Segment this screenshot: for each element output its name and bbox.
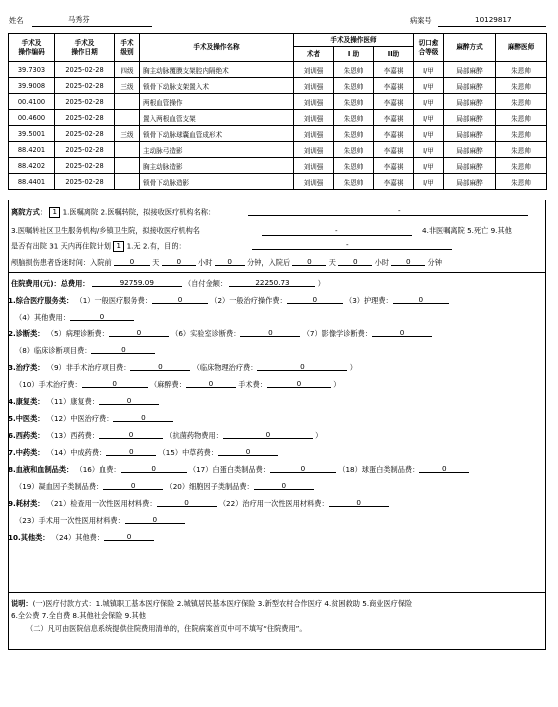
assistant-2: 李嘉祺 [374,174,414,190]
wound-grade: I/甲 [414,174,444,190]
item-11-value: 0 [99,397,159,405]
surgeon: 刘训强 [294,110,334,126]
op-level: 四级 [115,62,140,78]
header-code: 手术及 操作编码 [9,34,55,62]
item-9-label: （9）非手术治疗项目费： [46,363,131,372]
op-name: 胸主动脉覆膜支架腔内隔绝术 [140,62,294,78]
community-hospital-value: - [335,226,338,235]
cost-row-2b [15,346,155,354]
header-level: 手术 级别 [115,34,140,62]
record-number: 10129817 [475,15,512,24]
wound-grade: I/甲 [414,158,444,174]
category-5-title: 5.中医类： [8,414,45,423]
category-2-title: 2.诊断类： [8,329,45,338]
item-13-value: 0 [99,431,163,439]
cost-title: 住院费用(元)：总费用： [11,279,90,288]
op-date: 2025-02-28 [55,126,115,142]
item-15-value: 0 [218,448,278,456]
item-13-label: （13）西药费： [46,431,100,440]
op-code: 00.4600 [9,110,55,126]
patient-name: 马秀芬 [68,15,90,24]
cost-row-8b [15,482,314,490]
coma-label: 颅脑损伤患者昏迷时间：入院前 [11,258,112,267]
anesthetist: 朱恩帅 [496,110,547,126]
item-23-label: （23）手术用一次性医用材料费： [15,516,125,525]
item-14-value: 0 [106,448,156,456]
op-date: 2025-02-28 [55,94,115,110]
wound-grade: I/甲 [414,126,444,142]
item-4-label: （4）其他费用： [15,313,70,322]
assistant-2: 李嘉祺 [374,142,414,158]
surgeon: 刘训强 [294,126,334,142]
anesthesia-method: 局部麻醉 [444,110,496,126]
op-code: 39.9008 [9,78,55,94]
item-7-value: 0 [372,329,432,337]
notes-line-3: （二）凡可由医院信息系统提供住院费用清单的，住院病案首页中可不填写“住院费用”。 [26,624,307,633]
item-2-value: 0 [287,296,343,304]
item-19-label: （19）凝血因子类制品费： [15,482,104,491]
close-paren: ） [315,431,323,440]
cost-row-8 [8,465,469,473]
header-anesthetist: 麻醉医师 [496,34,547,62]
op-name: 锁骨下动脉球囊血管成形术 [140,126,294,142]
anesthesia-method: 局部麻醉 [444,94,496,110]
coma-after-hours: 0 [338,258,372,266]
discharge-value: 1 [49,207,60,218]
cost-row-1b [15,313,134,321]
coma-before-minutes: 0 [215,258,245,266]
form-frame [8,200,546,650]
op-name: 锁骨下动脉造影 [140,174,294,190]
surgeon: 刘训强 [294,158,334,174]
assistant-2: 李嘉祺 [374,62,414,78]
assistant-2: 李嘉祺 [374,126,414,142]
table-row [9,158,547,174]
assistant-1: 朱恩帅 [334,78,374,94]
item-2-label: （2）一般治疗操作费： [210,296,287,305]
anesthetist: 朱恩帅 [496,78,547,94]
close-paren: ） [333,380,341,389]
category-8-title: 8.血液和血制品类： [8,465,74,474]
op-code: 39.7303 [9,62,55,78]
close-paren: ） [349,363,357,372]
op-date: 2025-02-28 [55,158,115,174]
item-10-label: （10）手术治疗费： [15,380,82,389]
cost-row-1 [8,296,449,304]
item-18-value: 0 [419,465,469,473]
op-name: 主动脉弓造影 [140,142,294,158]
item-5-value: 0 [109,329,169,337]
category-4-title: 4.康复类： [8,397,45,406]
item-7-label: （7）影像学诊断费： [302,329,372,338]
cost-row-6 [8,431,322,439]
wound-grade: I/甲 [414,142,444,158]
header-date: 手术及 操作日期 [55,34,115,62]
op-date: 2025-02-28 [55,174,115,190]
anesthesia-method: 局部麻醉 [444,126,496,142]
coma-before-hours: 0 [162,258,196,266]
notes-line-1 [11,600,412,607]
assistant-2: 李嘉祺 [374,110,414,126]
category-1-title: 1.综合医疗服务类： [8,296,74,305]
cost-row-9b [15,516,185,524]
op-code: 39.5001 [9,126,55,142]
item-10-value: 0 [82,380,148,388]
assistant-2: 李嘉祺 [374,158,414,174]
assistant-2: 李嘉祺 [374,78,414,94]
header-wound: 切口愈 合等级 [414,34,444,62]
op-date: 2025-02-28 [55,142,115,158]
op-name: 锁骨下动脉支架置入术 [140,78,294,94]
cost-row-9 [8,499,389,507]
item-12-label: （12）中医治疗费： [46,414,114,423]
unit-minute: 分钟 [247,258,262,267]
item-17-value: 0 [270,465,336,473]
anesthesia-method: 局部麻醉 [444,158,496,174]
op-name: 两根血管操作 [140,94,294,110]
table-row [9,78,547,94]
item-5-label: （5）病理诊断费： [46,329,109,338]
item-22-label: （22）治疗用一次性医用材料费： [218,499,329,508]
close-paren: ） [317,279,325,288]
item-16-label: （16）血费： [75,465,121,474]
cost-row-3b [15,380,340,388]
self-pay-value: 22250.73 [229,279,315,287]
unit-day: 天 [152,258,160,267]
item-8-value: 0 [91,346,155,354]
discharge-row: 离院方式： 1 1.医嘱离院 2.医嘱转院，拟接收医疗机构名称： [11,207,216,217]
anesthetist: 朱恩帅 [496,126,547,142]
item-3-value: 0 [393,296,449,304]
item-10b-label: （麻醉费： [149,380,186,389]
cost-total-row [11,279,325,287]
op-date: 2025-02-28 [55,78,115,94]
item-4-value: 0 [70,313,134,321]
self-pay-label: （自付金额： [184,279,228,288]
unit-hour: 小时 [374,258,389,267]
anesthesia-method: 局部麻醉 [444,78,496,94]
wound-grade: I/甲 [414,94,444,110]
op-date: 2025-02-28 [55,62,115,78]
op-level: 三级 [115,126,140,142]
item-1-label: （1）一般医疗服务费： [75,296,152,305]
readmit-row [11,241,186,252]
surgeon: 刘训强 [294,94,334,110]
coma-before-days: 0 [114,258,150,266]
item-15-label: （15）中草药费： [158,448,219,457]
notes-line-2: 6.全公费 7.全自费 8.其他社会保险 9.其他 [11,611,146,620]
wound-grade: I/甲 [414,78,444,94]
unit-day: 天 [328,258,336,267]
op-code: 00.4100 [9,94,55,110]
discharge-label: 离院方式 [11,207,40,217]
item-14-label: （14）中成药费： [46,448,107,457]
item-1-value: 0 [152,296,208,304]
assistant-1: 朱恩帅 [334,174,374,190]
cost-row-3 [8,363,357,371]
assistant-1: 朱恩帅 [334,142,374,158]
assistant-2: 李嘉祺 [374,94,414,110]
item-13b-value: 0 [223,431,313,439]
notes-payment-methods: (一)医疗付款方式：1.城镇职工基本医疗保险 2.城镇居民基本医疗保险 3.新型农村合作医疗 4.贫困救助 5.商业医疗保险 [32,599,413,608]
item-13b-label: （抗菌药物费用： [165,431,223,440]
cost-total: 92759.09 [92,279,182,287]
op-level [115,142,140,158]
item-21-label: （21）检查用一次性医用材料费： [46,499,157,508]
coma-row [11,258,442,266]
header-assist1: I 助 [334,47,374,62]
table-row [9,142,547,158]
op-level [115,158,140,174]
item-9b-value: 0 [257,363,347,371]
header-assist2: II助 [374,47,414,62]
item-3-label: （3）护理费： [345,296,393,305]
op-level: 三级 [115,78,140,94]
anesthetist: 朱恩帅 [496,158,547,174]
anesthesia-method: 局部麻醉 [444,142,496,158]
cost-row-7 [8,448,278,456]
discharge-options-3: 4.非医嘱离院 5.死亡 9.其他 [422,226,512,235]
op-level [115,110,140,126]
op-name: 置入两根血管支架 [140,110,294,126]
header-surgeon: 术者 [294,47,334,62]
surgeon: 刘训强 [294,174,334,190]
item-18-label: （18）球蛋白类制品费： [338,465,420,474]
notes-label: 说明： [11,599,33,608]
coma-after-days: 0 [292,258,326,266]
op-level [115,174,140,190]
record-number-label: 病案号 [410,16,432,25]
assistant-1: 朱恩帅 [334,158,374,174]
anesthetist: 朱恩帅 [496,174,547,190]
item-11-label: （11）康复费： [46,397,100,406]
surgeon: 刘训强 [294,78,334,94]
procedure-table [8,33,547,190]
unit-hour: 小时 [198,258,213,267]
op-code: 88.4401 [9,174,55,190]
transfer-hospital-value: - [398,206,401,215]
name-label: 姓名 [9,16,24,25]
coma-after-label: ，入院后 [261,258,291,267]
anesthesia-method: 局部麻醉 [444,174,496,190]
wound-grade: I/甲 [414,110,444,126]
table-row [9,174,547,190]
readmit-goal: - [346,240,349,249]
cost-row-4 [8,397,159,405]
coma-after-minutes: 0 [391,258,425,266]
item-22-value: 0 [329,499,389,507]
item-23-value: 0 [125,516,185,524]
assistant-1: 朱恩帅 [334,126,374,142]
readmit-options: 1.无 2.有，目的： [126,241,186,251]
cost-row-5 [8,414,173,422]
op-code: 88.4201 [9,142,55,158]
header-name: 手术及操作名称 [140,34,294,62]
anesthetist: 朱恩帅 [496,62,547,78]
wound-grade: I/甲 [414,62,444,78]
item-17-label: （17）白蛋白类制品费： [188,465,270,474]
item-8-label: （8）临床诊断项目费： [15,346,92,355]
table-row [9,110,547,126]
table-row [9,126,547,142]
category-3-title: 3.治疗类： [8,363,45,372]
op-name: 胸主动脉造影 [140,158,294,174]
item-10c-value: 0 [267,380,331,388]
item-9b-label: （临床物理治疗费： [192,363,258,372]
item-12-value: 0 [113,414,173,422]
surgeon: 刘训强 [294,62,334,78]
assistant-1: 朱恩帅 [334,110,374,126]
unit-minute: 分钟 [427,258,442,267]
header-anesthesia: 麻醉方式 [444,34,496,62]
item-10b-value: 0 [186,380,236,388]
item-20-label: （20）细胞因子类制品费： [165,482,254,491]
category-9-title: 9.耗材类： [8,499,45,508]
assistant-1: 朱恩帅 [334,94,374,110]
op-code: 88.4202 [9,158,55,174]
category-7-title: 7.中药类： [8,448,45,457]
item-19-value: 0 [103,482,163,490]
item-6-label: （6）实验室诊断费： [171,329,241,338]
item-6-value: 0 [240,329,300,337]
assistant-1: 朱恩帅 [334,62,374,78]
anesthesia-method: 局部麻醉 [444,62,496,78]
anesthetist: 朱恩帅 [496,94,547,110]
discharge-options-2: 3.医嘱转社区卫生服务机构/乡镇卫生院，拟接收医疗机构名 [11,226,200,235]
op-date: 2025-02-28 [55,110,115,126]
cost-row-2 [8,329,432,337]
header-doctors: 手术及操作医师 [294,34,414,47]
cost-row-10 [8,533,154,541]
item-9-value: 0 [130,363,190,371]
item-24-label: （24）其他费： [51,533,105,542]
item-10c-label: 手术费： [238,380,267,389]
readmit-label: 是否有出院 31 天内再住院计划 [11,241,111,251]
table-row [9,62,547,78]
item-20-value: 0 [254,482,314,490]
discharge-options-1: 1.医嘱离院 2.医嘱转院，拟接收医疗机构名称： [62,207,216,217]
item-16-value: 0 [121,465,187,473]
anesthetist: 朱恩帅 [496,142,547,158]
category-10-title: 10.其他类： [8,533,50,542]
category-6-title: 6.西药类： [8,431,45,440]
table-row [9,94,547,110]
item-24-value: 0 [104,533,154,541]
readmit-value: 1 [113,241,124,252]
item-21-value: 0 [157,499,217,507]
surgeon: 刘训强 [294,142,334,158]
op-level [115,94,140,110]
